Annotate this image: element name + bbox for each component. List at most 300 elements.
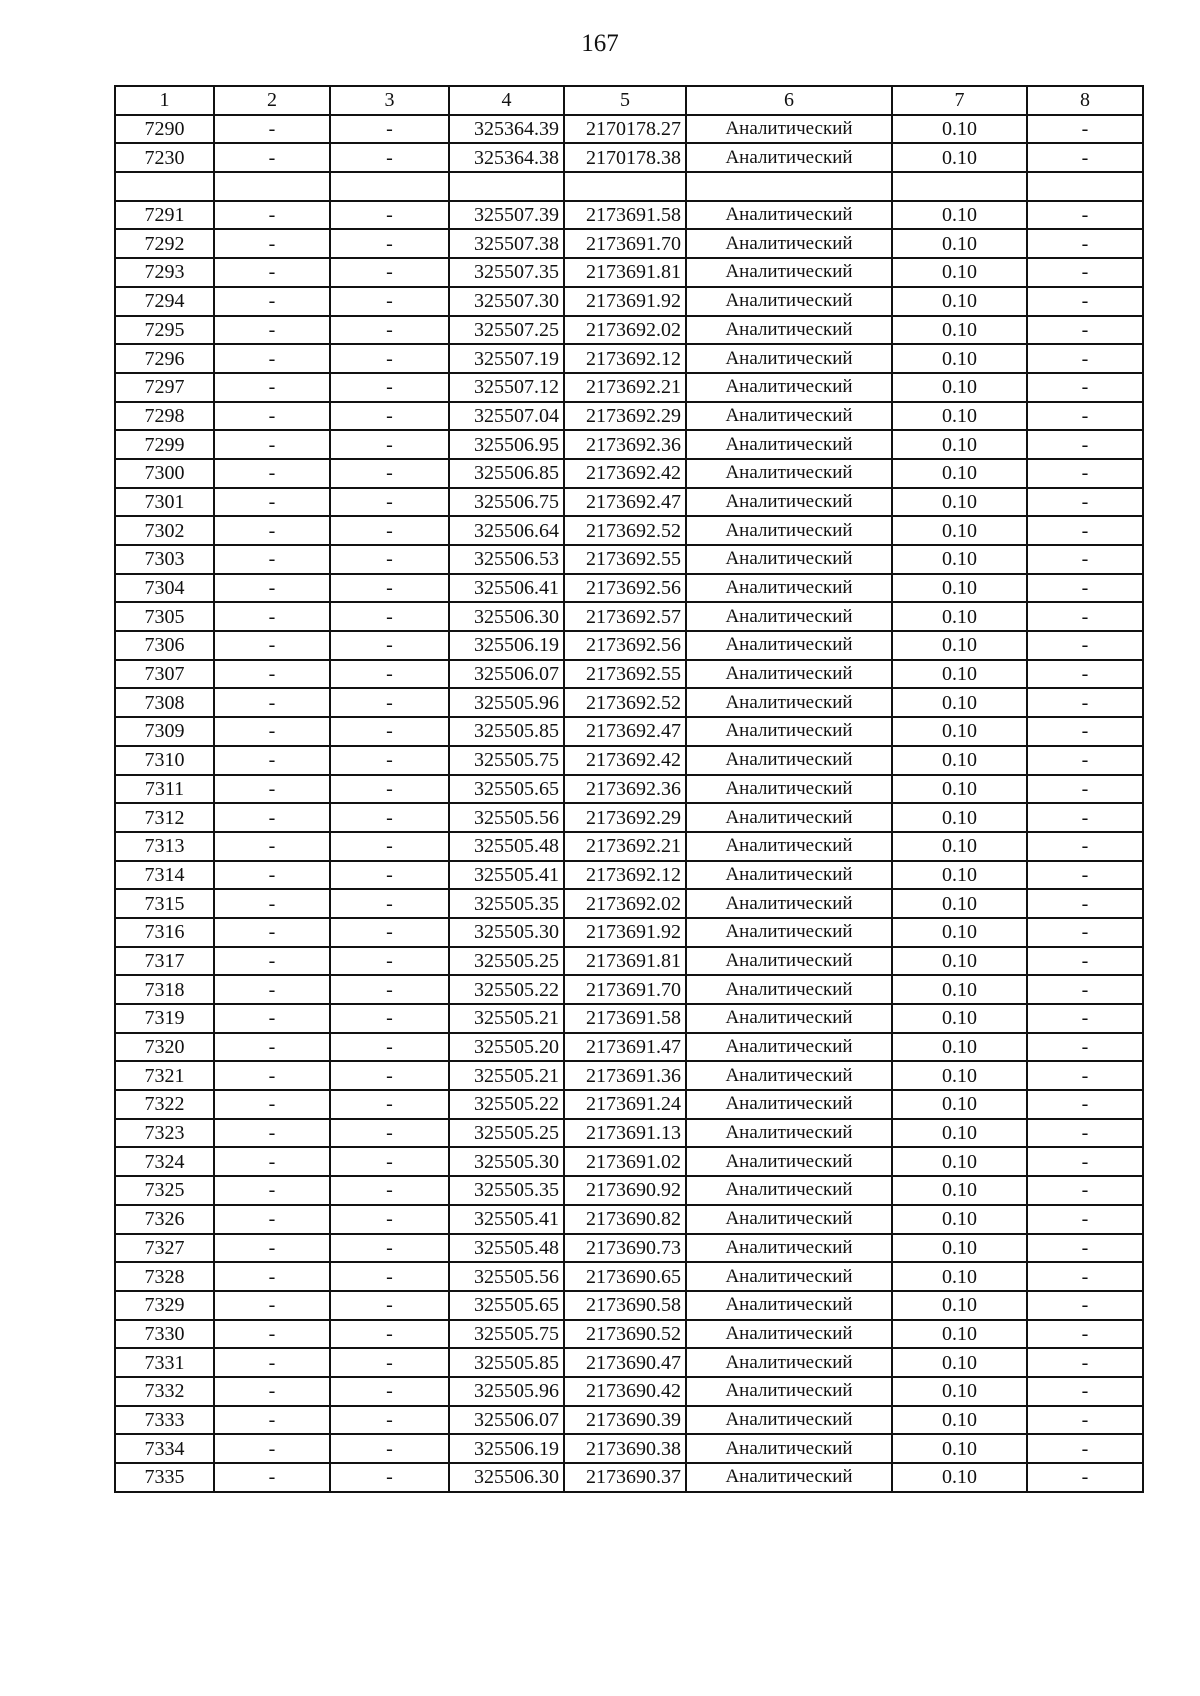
cell-col-3-value bbox=[330, 172, 449, 201]
cell-point-number: 7310 bbox=[115, 746, 214, 775]
cell-y-coordinate: 2173690.52 bbox=[564, 1320, 686, 1349]
cell-col-3-value: - bbox=[330, 631, 449, 660]
cell-col-3-value: - bbox=[330, 574, 449, 603]
cell-method: Аналитический bbox=[686, 775, 892, 804]
cell-col-2-value: - bbox=[214, 459, 330, 488]
cell-col-2-value: - bbox=[214, 115, 330, 144]
cell-col-3-value: - bbox=[330, 488, 449, 517]
cell-col-2-value: - bbox=[214, 660, 330, 689]
cell-accuracy: 0.10 bbox=[892, 1406, 1027, 1435]
cell-y-coordinate: 2173691.47 bbox=[564, 1033, 686, 1062]
cell-y-coordinate: 2173691.36 bbox=[564, 1061, 686, 1090]
cell-accuracy: 0.10 bbox=[892, 402, 1027, 431]
cell-point-number: 7294 bbox=[115, 287, 214, 316]
cell-x-coordinate: 325507.38 bbox=[449, 229, 564, 258]
cell-point-number: 7293 bbox=[115, 258, 214, 287]
cell-accuracy: 0.10 bbox=[892, 803, 1027, 832]
cell-point-number: 7311 bbox=[115, 775, 214, 804]
cell-accuracy bbox=[892, 172, 1027, 201]
table-row bbox=[115, 143, 1143, 172]
cell-col-2-value: - bbox=[214, 803, 330, 832]
cell-col-2-value: - bbox=[214, 574, 330, 603]
cell-col-2-value: - bbox=[214, 1147, 330, 1176]
cell-y-coordinate: 2173692.55 bbox=[564, 660, 686, 689]
cell-y-coordinate: 2173690.38 bbox=[564, 1434, 686, 1463]
cell-method: Аналитический bbox=[686, 1291, 892, 1320]
cell-method: Аналитический bbox=[686, 430, 892, 459]
cell-col-2-value: - bbox=[214, 1033, 330, 1062]
cell-col-8-value: - bbox=[1027, 717, 1143, 746]
cell-y-coordinate: 2173692.47 bbox=[564, 717, 686, 746]
header-col-1: 1 bbox=[115, 86, 214, 115]
table-row bbox=[115, 602, 1143, 631]
cell-method: Аналитический bbox=[686, 1377, 892, 1406]
cell-col-2-value: - bbox=[214, 143, 330, 172]
cell-col-3-value: - bbox=[330, 1004, 449, 1033]
cell-accuracy: 0.10 bbox=[892, 1119, 1027, 1148]
cell-col-8-value: - bbox=[1027, 516, 1143, 545]
cell-method: Аналитический bbox=[686, 660, 892, 689]
cell-y-coordinate: 2173692.57 bbox=[564, 602, 686, 631]
cell-point-number: 7317 bbox=[115, 947, 214, 976]
cell-y-coordinate: 2173690.73 bbox=[564, 1234, 686, 1263]
cell-col-3-value: - bbox=[330, 1234, 449, 1263]
header-col-2: 2 bbox=[214, 86, 330, 115]
cell-method: Аналитический bbox=[686, 803, 892, 832]
table-row bbox=[115, 1291, 1143, 1320]
cell-method: Аналитический bbox=[686, 115, 892, 144]
cell-method: Аналитический bbox=[686, 373, 892, 402]
cell-y-coordinate: 2170178.38 bbox=[564, 143, 686, 172]
cell-x-coordinate: 325507.12 bbox=[449, 373, 564, 402]
cell-col-8-value: - bbox=[1027, 775, 1143, 804]
cell-y-coordinate: 2173690.47 bbox=[564, 1348, 686, 1377]
cell-y-coordinate: 2173691.92 bbox=[564, 287, 686, 316]
cell-y-coordinate: 2173692.56 bbox=[564, 631, 686, 660]
cell-method: Аналитический bbox=[686, 258, 892, 287]
cell-col-8-value: - bbox=[1027, 488, 1143, 517]
cell-col-3-value: - bbox=[330, 1463, 449, 1492]
cell-col-8-value: - bbox=[1027, 1406, 1143, 1435]
table-row bbox=[115, 1262, 1143, 1291]
cell-col-3-value: - bbox=[330, 918, 449, 947]
cell-y-coordinate: 2173692.56 bbox=[564, 574, 686, 603]
cell-y-coordinate: 2173691.13 bbox=[564, 1119, 686, 1148]
table-row bbox=[115, 1320, 1143, 1349]
table-row bbox=[115, 1234, 1143, 1263]
cell-x-coordinate: 325506.53 bbox=[449, 545, 564, 574]
table-row bbox=[115, 660, 1143, 689]
table-row bbox=[115, 1348, 1143, 1377]
table-row bbox=[115, 1090, 1143, 1119]
cell-col-2-value: - bbox=[214, 287, 330, 316]
table-row bbox=[115, 1176, 1143, 1205]
cell-accuracy: 0.10 bbox=[892, 1320, 1027, 1349]
cell-col-8-value: - bbox=[1027, 1033, 1143, 1062]
cell-point-number: 7314 bbox=[115, 861, 214, 890]
cell-col-2-value: - bbox=[214, 1463, 330, 1492]
cell-col-8-value: - bbox=[1027, 1434, 1143, 1463]
cell-col-3-value: - bbox=[330, 1119, 449, 1148]
table-row bbox=[115, 201, 1143, 230]
cell-col-3-value: - bbox=[330, 1205, 449, 1234]
cell-method: Аналитический bbox=[686, 1061, 892, 1090]
cell-accuracy: 0.10 bbox=[892, 975, 1027, 1004]
table-header-row bbox=[115, 86, 1143, 115]
cell-col-3-value: - bbox=[330, 115, 449, 144]
cell-accuracy: 0.10 bbox=[892, 1377, 1027, 1406]
cell-col-3-value: - bbox=[330, 373, 449, 402]
cell-y-coordinate: 2173692.42 bbox=[564, 459, 686, 488]
cell-point-number: 7332 bbox=[115, 1377, 214, 1406]
cell-x-coordinate: 325505.85 bbox=[449, 1348, 564, 1377]
cell-col-2-value: - bbox=[214, 316, 330, 345]
cell-y-coordinate: 2173690.39 bbox=[564, 1406, 686, 1435]
cell-col-2-value: - bbox=[214, 1061, 330, 1090]
cell-method: Аналитический bbox=[686, 602, 892, 631]
cell-point-number: 7326 bbox=[115, 1205, 214, 1234]
cell-col-8-value bbox=[1027, 172, 1143, 201]
cell-point-number: 7305 bbox=[115, 602, 214, 631]
cell-method: Аналитический bbox=[686, 459, 892, 488]
cell-point-number: 7333 bbox=[115, 1406, 214, 1435]
cell-method: Аналитический bbox=[686, 287, 892, 316]
cell-y-coordinate bbox=[564, 172, 686, 201]
cell-col-8-value: - bbox=[1027, 1119, 1143, 1148]
cell-col-3-value: - bbox=[330, 717, 449, 746]
table-row bbox=[115, 574, 1143, 603]
cell-accuracy: 0.10 bbox=[892, 316, 1027, 345]
cell-col-8-value: - bbox=[1027, 287, 1143, 316]
cell-col-2-value: - bbox=[214, 889, 330, 918]
cell-point-number: 7303 bbox=[115, 545, 214, 574]
cell-method: Аналитический bbox=[686, 1234, 892, 1263]
table-row bbox=[115, 402, 1143, 431]
header-col-8: 8 bbox=[1027, 86, 1143, 115]
cell-x-coordinate: 325507.04 bbox=[449, 402, 564, 431]
table-row bbox=[115, 459, 1143, 488]
table-row bbox=[115, 316, 1143, 345]
cell-point-number: 7312 bbox=[115, 803, 214, 832]
cell-accuracy: 0.10 bbox=[892, 344, 1027, 373]
cell-col-8-value: - bbox=[1027, 889, 1143, 918]
cell-x-coordinate: 325505.85 bbox=[449, 717, 564, 746]
cell-x-coordinate: 325507.30 bbox=[449, 287, 564, 316]
table-row bbox=[115, 373, 1143, 402]
cell-col-3-value: - bbox=[330, 947, 449, 976]
cell-col-8-value: - bbox=[1027, 459, 1143, 488]
cell-accuracy: 0.10 bbox=[892, 229, 1027, 258]
cell-col-2-value: - bbox=[214, 1090, 330, 1119]
cell-col-8-value: - bbox=[1027, 688, 1143, 717]
cell-method: Аналитический bbox=[686, 402, 892, 431]
cell-x-coordinate: 325505.65 bbox=[449, 1291, 564, 1320]
cell-point-number: 7299 bbox=[115, 430, 214, 459]
cell-x-coordinate: 325505.21 bbox=[449, 1004, 564, 1033]
cell-method: Аналитический bbox=[686, 1176, 892, 1205]
table-row bbox=[115, 115, 1143, 144]
cell-method: Аналитический bbox=[686, 861, 892, 890]
table-row bbox=[115, 775, 1143, 804]
cell-point-number: 7300 bbox=[115, 459, 214, 488]
cell-col-3-value: - bbox=[330, 1176, 449, 1205]
cell-col-8-value: - bbox=[1027, 918, 1143, 947]
cell-accuracy: 0.10 bbox=[892, 660, 1027, 689]
cell-y-coordinate: 2173690.42 bbox=[564, 1377, 686, 1406]
cell-y-coordinate: 2173691.58 bbox=[564, 201, 686, 230]
table-row bbox=[115, 516, 1143, 545]
cell-method: Аналитический bbox=[686, 1262, 892, 1291]
cell-x-coordinate: 325505.30 bbox=[449, 918, 564, 947]
cell-col-8-value: - bbox=[1027, 803, 1143, 832]
cell-method: Аналитический bbox=[686, 889, 892, 918]
cell-col-3-value: - bbox=[330, 1406, 449, 1435]
cell-accuracy: 0.10 bbox=[892, 602, 1027, 631]
cell-accuracy: 0.10 bbox=[892, 287, 1027, 316]
cell-col-3-value: - bbox=[330, 746, 449, 775]
cell-col-8-value: - bbox=[1027, 660, 1143, 689]
header-col-6: 6 bbox=[686, 86, 892, 115]
cell-method: Аналитический bbox=[686, 746, 892, 775]
cell-col-8-value: - bbox=[1027, 143, 1143, 172]
cell-method: Аналитический bbox=[686, 1348, 892, 1377]
cell-accuracy: 0.10 bbox=[892, 1291, 1027, 1320]
cell-col-3-value: - bbox=[330, 1090, 449, 1119]
table-body bbox=[115, 115, 1143, 1492]
cell-col-8-value: - bbox=[1027, 1004, 1143, 1033]
cell-y-coordinate: 2173692.47 bbox=[564, 488, 686, 517]
cell-point-number: 7301 bbox=[115, 488, 214, 517]
table-row bbox=[115, 344, 1143, 373]
cell-method: Аналитический bbox=[686, 574, 892, 603]
cell-col-8-value: - bbox=[1027, 1061, 1143, 1090]
cell-col-2-value: - bbox=[214, 201, 330, 230]
cell-col-8-value: - bbox=[1027, 1291, 1143, 1320]
cell-col-8-value: - bbox=[1027, 1147, 1143, 1176]
cell-point-number bbox=[115, 172, 214, 201]
table-row bbox=[115, 918, 1143, 947]
table-row bbox=[115, 717, 1143, 746]
cell-col-2-value: - bbox=[214, 488, 330, 517]
cell-y-coordinate: 2173692.02 bbox=[564, 316, 686, 345]
cell-method: Аналитический bbox=[686, 1320, 892, 1349]
cell-col-3-value: - bbox=[330, 1377, 449, 1406]
table-row bbox=[115, 172, 1143, 201]
cell-col-2-value: - bbox=[214, 1377, 330, 1406]
header-col-4: 4 bbox=[449, 86, 564, 115]
cell-point-number: 7315 bbox=[115, 889, 214, 918]
cell-point-number: 7323 bbox=[115, 1119, 214, 1148]
cell-col-3-value: - bbox=[330, 1262, 449, 1291]
cell-col-2-value: - bbox=[214, 1119, 330, 1148]
cell-accuracy: 0.10 bbox=[892, 459, 1027, 488]
cell-col-2-value: - bbox=[214, 1004, 330, 1033]
table-row bbox=[115, 1147, 1143, 1176]
cell-point-number: 7318 bbox=[115, 975, 214, 1004]
cell-col-3-value: - bbox=[330, 229, 449, 258]
cell-y-coordinate: 2173692.52 bbox=[564, 688, 686, 717]
cell-col-3-value: - bbox=[330, 430, 449, 459]
cell-point-number: 7302 bbox=[115, 516, 214, 545]
cell-col-2-value: - bbox=[214, 861, 330, 890]
cell-point-number: 7316 bbox=[115, 918, 214, 947]
cell-col-8-value: - bbox=[1027, 258, 1143, 287]
cell-col-3-value: - bbox=[330, 258, 449, 287]
cell-point-number: 7319 bbox=[115, 1004, 214, 1033]
cell-y-coordinate: 2173692.52 bbox=[564, 516, 686, 545]
cell-point-number: 7290 bbox=[115, 115, 214, 144]
cell-point-number: 7309 bbox=[115, 717, 214, 746]
cell-y-coordinate: 2173692.36 bbox=[564, 430, 686, 459]
cell-point-number: 7307 bbox=[115, 660, 214, 689]
cell-method: Аналитический bbox=[686, 1119, 892, 1148]
cell-x-coordinate: 325505.30 bbox=[449, 1147, 564, 1176]
cell-col-2-value: - bbox=[214, 1406, 330, 1435]
table-row bbox=[115, 1004, 1143, 1033]
table-row bbox=[115, 1033, 1143, 1062]
cell-x-coordinate: 325506.30 bbox=[449, 602, 564, 631]
cell-x-coordinate: 325505.35 bbox=[449, 889, 564, 918]
cell-point-number: 7328 bbox=[115, 1262, 214, 1291]
cell-x-coordinate: 325506.30 bbox=[449, 1463, 564, 1492]
table-row bbox=[115, 803, 1143, 832]
cell-method: Аналитический bbox=[686, 1434, 892, 1463]
cell-point-number: 7291 bbox=[115, 201, 214, 230]
cell-col-2-value: - bbox=[214, 975, 330, 1004]
cell-col-2-value: - bbox=[214, 717, 330, 746]
cell-method: Аналитический bbox=[686, 229, 892, 258]
table-row bbox=[115, 1463, 1143, 1492]
cell-col-3-value: - bbox=[330, 545, 449, 574]
cell-col-8-value: - bbox=[1027, 1463, 1143, 1492]
cell-accuracy: 0.10 bbox=[892, 688, 1027, 717]
cell-y-coordinate: 2173691.92 bbox=[564, 918, 686, 947]
cell-method: Аналитический bbox=[686, 975, 892, 1004]
cell-method: Аналитический bbox=[686, 631, 892, 660]
cell-x-coordinate: 325506.95 bbox=[449, 430, 564, 459]
cell-y-coordinate: 2170178.27 bbox=[564, 115, 686, 144]
cell-y-coordinate: 2173691.70 bbox=[564, 975, 686, 1004]
cell-x-coordinate: 325364.38 bbox=[449, 143, 564, 172]
cell-y-coordinate: 2173692.21 bbox=[564, 832, 686, 861]
cell-accuracy: 0.10 bbox=[892, 1434, 1027, 1463]
cell-col-3-value: - bbox=[330, 402, 449, 431]
cell-col-8-value: - bbox=[1027, 1348, 1143, 1377]
cell-accuracy: 0.10 bbox=[892, 115, 1027, 144]
cell-point-number: 7308 bbox=[115, 688, 214, 717]
cell-method: Аналитический bbox=[686, 143, 892, 172]
cell-y-coordinate: 2173691.24 bbox=[564, 1090, 686, 1119]
cell-point-number: 7331 bbox=[115, 1348, 214, 1377]
cell-x-coordinate: 325505.25 bbox=[449, 1119, 564, 1148]
table-row bbox=[115, 889, 1143, 918]
cell-col-3-value: - bbox=[330, 1291, 449, 1320]
cell-col-8-value: - bbox=[1027, 201, 1143, 230]
coordinates-table bbox=[114, 85, 1144, 1493]
cell-accuracy: 0.10 bbox=[892, 1090, 1027, 1119]
cell-method: Аналитический bbox=[686, 344, 892, 373]
cell-accuracy: 0.10 bbox=[892, 1262, 1027, 1291]
table-row bbox=[115, 1061, 1143, 1090]
table-row bbox=[115, 1205, 1143, 1234]
table-row bbox=[115, 688, 1143, 717]
cell-x-coordinate: 325505.20 bbox=[449, 1033, 564, 1062]
cell-col-2-value: - bbox=[214, 602, 330, 631]
cell-method: Аналитический bbox=[686, 1463, 892, 1492]
table-row bbox=[115, 287, 1143, 316]
cell-point-number: 7324 bbox=[115, 1147, 214, 1176]
cell-col-2-value: - bbox=[214, 430, 330, 459]
table-row bbox=[115, 832, 1143, 861]
cell-col-3-value: - bbox=[330, 459, 449, 488]
cell-col-8-value: - bbox=[1027, 115, 1143, 144]
table-row bbox=[115, 229, 1143, 258]
cell-x-coordinate: 325505.41 bbox=[449, 1205, 564, 1234]
cell-col-8-value: - bbox=[1027, 545, 1143, 574]
cell-x-coordinate bbox=[449, 172, 564, 201]
cell-col-2-value: - bbox=[214, 1176, 330, 1205]
cell-method: Аналитический bbox=[686, 832, 892, 861]
cell-col-2-value: - bbox=[214, 229, 330, 258]
cell-y-coordinate: 2173692.02 bbox=[564, 889, 686, 918]
cell-col-3-value: - bbox=[330, 1434, 449, 1463]
cell-method: Аналитический bbox=[686, 717, 892, 746]
cell-point-number: 7298 bbox=[115, 402, 214, 431]
cell-y-coordinate: 2173692.42 bbox=[564, 746, 686, 775]
cell-point-number: 7292 bbox=[115, 229, 214, 258]
cell-x-coordinate: 325505.22 bbox=[449, 975, 564, 1004]
cell-col-8-value: - bbox=[1027, 1090, 1143, 1119]
cell-col-8-value: - bbox=[1027, 975, 1143, 1004]
cell-col-2-value: - bbox=[214, 688, 330, 717]
cell-x-coordinate: 325506.64 bbox=[449, 516, 564, 545]
cell-x-coordinate: 325505.41 bbox=[449, 861, 564, 890]
cell-col-8-value: - bbox=[1027, 574, 1143, 603]
cell-method: Аналитический bbox=[686, 688, 892, 717]
cell-x-coordinate: 325505.96 bbox=[449, 1377, 564, 1406]
cell-accuracy: 0.10 bbox=[892, 373, 1027, 402]
cell-col-3-value: - bbox=[330, 143, 449, 172]
table-row bbox=[115, 1377, 1143, 1406]
cell-col-2-value: - bbox=[214, 1434, 330, 1463]
cell-accuracy: 0.10 bbox=[892, 717, 1027, 746]
cell-y-coordinate: 2173692.12 bbox=[564, 861, 686, 890]
cell-x-coordinate: 325506.85 bbox=[449, 459, 564, 488]
cell-method: Аналитический bbox=[686, 316, 892, 345]
cell-y-coordinate: 2173692.29 bbox=[564, 402, 686, 431]
cell-col-3-value: - bbox=[330, 889, 449, 918]
cell-col-8-value: - bbox=[1027, 316, 1143, 345]
cell-point-number: 7335 bbox=[115, 1463, 214, 1492]
cell-x-coordinate: 325507.35 bbox=[449, 258, 564, 287]
cell-col-3-value: - bbox=[330, 344, 449, 373]
cell-col-2-value: - bbox=[214, 1348, 330, 1377]
cell-method: Аналитический bbox=[686, 1147, 892, 1176]
cell-x-coordinate: 325505.75 bbox=[449, 1320, 564, 1349]
cell-col-3-value: - bbox=[330, 803, 449, 832]
cell-col-8-value: - bbox=[1027, 229, 1143, 258]
cell-accuracy: 0.10 bbox=[892, 889, 1027, 918]
cell-point-number: 7297 bbox=[115, 373, 214, 402]
cell-col-2-value: - bbox=[214, 258, 330, 287]
cell-col-8-value: - bbox=[1027, 1205, 1143, 1234]
cell-col-3-value: - bbox=[330, 201, 449, 230]
cell-accuracy: 0.10 bbox=[892, 1061, 1027, 1090]
cell-method bbox=[686, 172, 892, 201]
cell-col-3-value: - bbox=[330, 1061, 449, 1090]
cell-method: Аналитический bbox=[686, 201, 892, 230]
cell-col-2-value: - bbox=[214, 344, 330, 373]
